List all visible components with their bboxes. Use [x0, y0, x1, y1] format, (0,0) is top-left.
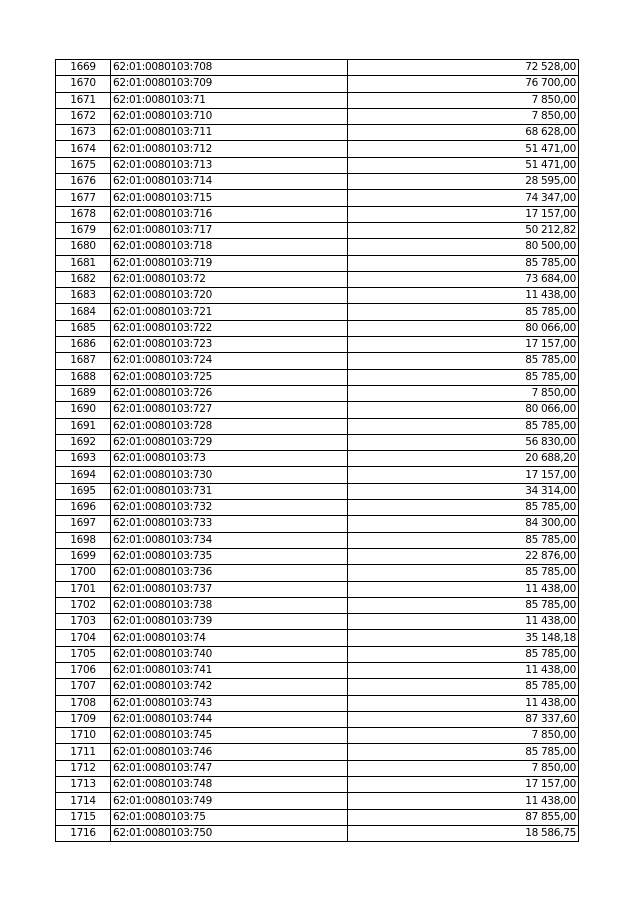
cadastral-number: 62:01:0080103:710: [111, 108, 348, 124]
cadastral-value: 17 157,00: [348, 337, 579, 353]
table-row: [56, 516, 579, 532]
table-row: [56, 728, 579, 744]
cadastral-number: 62:01:0080103:743: [111, 695, 348, 711]
cadastral-value: 11 438,00: [348, 581, 579, 597]
cadastral-number: 62:01:0080103:750: [111, 825, 348, 841]
cadastral-value: 85 785,00: [348, 500, 579, 516]
row-number: 1672: [56, 108, 111, 124]
cadastral-number: 62:01:0080103:724: [111, 353, 348, 369]
row-number: 1691: [56, 418, 111, 434]
cadastral-number: 62:01:0080103:742: [111, 679, 348, 695]
cadastral-number: 62:01:0080103:713: [111, 157, 348, 173]
table-row: [56, 581, 579, 597]
cadastral-number: 62:01:0080103:747: [111, 760, 348, 776]
row-number: 1669: [56, 60, 111, 76]
cadastral-number: 62:01:0080103:720: [111, 288, 348, 304]
cadastral-value: 51 471,00: [348, 141, 579, 157]
cadastral-value: 85 785,00: [348, 646, 579, 662]
cadastral-number: 62:01:0080103:711: [111, 125, 348, 141]
cadastral-number: 62:01:0080103:741: [111, 662, 348, 678]
row-number: 1693: [56, 451, 111, 467]
cadastral-value: 80 066,00: [348, 402, 579, 418]
table-row: [56, 434, 579, 450]
cadastral-number: 62:01:0080103:745: [111, 728, 348, 744]
cadastral-number: 62:01:0080103:728: [111, 418, 348, 434]
row-number: 1683: [56, 288, 111, 304]
row-number: 1677: [56, 190, 111, 206]
cadastral-number: 62:01:0080103:717: [111, 222, 348, 238]
cadastral-value: 11 438,00: [348, 662, 579, 678]
table-row: [56, 353, 579, 369]
table-row: [56, 695, 579, 711]
table-row: [56, 825, 579, 841]
cadastral-value: 85 785,00: [348, 597, 579, 613]
row-number: 1676: [56, 174, 111, 190]
row-number: 1687: [56, 353, 111, 369]
row-number: 1698: [56, 532, 111, 548]
cadastral-value: 11 438,00: [348, 793, 579, 809]
cadastral-value: 11 438,00: [348, 288, 579, 304]
row-number: 1678: [56, 206, 111, 222]
row-number: 1689: [56, 385, 111, 401]
table-row: [56, 108, 579, 124]
table-row: [56, 304, 579, 320]
row-number: 1673: [56, 125, 111, 141]
cadastral-number: 62:01:0080103:718: [111, 239, 348, 255]
cadastral-number: 62:01:0080103:749: [111, 793, 348, 809]
table-row: [56, 288, 579, 304]
row-number: 1680: [56, 239, 111, 255]
cadastral-number: 62:01:0080103:721: [111, 304, 348, 320]
cadastral-number: 62:01:0080103:746: [111, 744, 348, 760]
row-number: 1705: [56, 646, 111, 662]
table-row: [56, 125, 579, 141]
cadastral-value: 85 785,00: [348, 744, 579, 760]
table-row: [56, 467, 579, 483]
table-row: [56, 614, 579, 630]
cadastral-number: 62:01:0080103:738: [111, 597, 348, 613]
row-number: 1704: [56, 630, 111, 646]
cadastral-number: 62:01:0080103:739: [111, 614, 348, 630]
cadastral-value: 7 850,00: [348, 108, 579, 124]
row-number: 1690: [56, 402, 111, 418]
table-row: [56, 206, 579, 222]
table-row: [56, 565, 579, 581]
cadastral-number: 62:01:0080103:74: [111, 630, 348, 646]
cadastral-value: 34 314,00: [348, 483, 579, 499]
row-number: 1709: [56, 711, 111, 727]
table-row: [56, 597, 579, 613]
cadastral-value: 17 157,00: [348, 777, 579, 793]
cadastral-number: 62:01:0080103:730: [111, 467, 348, 483]
cadastral-number: 62:01:0080103:734: [111, 532, 348, 548]
cadastral-number: 62:01:0080103:744: [111, 711, 348, 727]
cadastral-value: 85 785,00: [348, 353, 579, 369]
row-number: 1711: [56, 744, 111, 760]
cadastral-number: 62:01:0080103:733: [111, 516, 348, 532]
table-row: [56, 711, 579, 727]
row-number: 1715: [56, 809, 111, 825]
table-row: [56, 679, 579, 695]
cadastral-value: 35 148,18: [348, 630, 579, 646]
cadastral-value: 7 850,00: [348, 728, 579, 744]
table-row: [56, 369, 579, 385]
cadastral-number: 62:01:0080103:73: [111, 451, 348, 467]
cadastral-number: 62:01:0080103:740: [111, 646, 348, 662]
cadastral-number: 62:01:0080103:715: [111, 190, 348, 206]
cadastral-value: 51 471,00: [348, 157, 579, 173]
row-number: 1697: [56, 516, 111, 532]
table-row: [56, 385, 579, 401]
cadastral-value: 7 850,00: [348, 385, 579, 401]
table-row: [56, 157, 579, 173]
row-number: 1714: [56, 793, 111, 809]
cadastral-value: 85 785,00: [348, 255, 579, 271]
row-number: 1679: [56, 222, 111, 238]
cadastral-number: 62:01:0080103:723: [111, 337, 348, 353]
cadastral-value: 7 850,00: [348, 92, 579, 108]
table-row: [56, 451, 579, 467]
cadastral-number: 62:01:0080103:735: [111, 548, 348, 564]
table-row: [56, 190, 579, 206]
cadastral-number: 62:01:0080103:732: [111, 500, 348, 516]
table-row: [56, 239, 579, 255]
cadastral-value: 17 157,00: [348, 467, 579, 483]
cadastral-value: 85 785,00: [348, 532, 579, 548]
cadastral-value: 72 528,00: [348, 60, 579, 76]
cadastral-value: 56 830,00: [348, 434, 579, 450]
cadastral-number: 62:01:0080103:71: [111, 92, 348, 108]
row-number: 1701: [56, 581, 111, 597]
row-number: 1706: [56, 662, 111, 678]
table-row: [56, 402, 579, 418]
cadastral-value: 85 785,00: [348, 418, 579, 434]
cadastral-value: 17 157,00: [348, 206, 579, 222]
row-number: 1696: [56, 500, 111, 516]
cadastral-number: 62:01:0080103:725: [111, 369, 348, 385]
cadastral-value: 68 628,00: [348, 125, 579, 141]
cadastral-value: 85 785,00: [348, 304, 579, 320]
cadastral-value: 20 688,20: [348, 451, 579, 467]
cadastral-value: 11 438,00: [348, 614, 579, 630]
row-number: 1708: [56, 695, 111, 711]
cadastral-value: 76 700,00: [348, 76, 579, 92]
cadastral-number: 62:01:0080103:709: [111, 76, 348, 92]
row-number: 1707: [56, 679, 111, 695]
cadastral-number: 62:01:0080103:714: [111, 174, 348, 190]
row-number: 1692: [56, 434, 111, 450]
row-number: 1703: [56, 614, 111, 630]
table-row: [56, 60, 579, 76]
row-number: 1686: [56, 337, 111, 353]
row-number: 1670: [56, 76, 111, 92]
cadastral-number: 62:01:0080103:748: [111, 777, 348, 793]
cadastral-number: 62:01:0080103:708: [111, 60, 348, 76]
cadastral-value: 80 066,00: [348, 320, 579, 336]
cadastral-value: 84 300,00: [348, 516, 579, 532]
row-number: 1681: [56, 255, 111, 271]
cadastral-value: 87 337,60: [348, 711, 579, 727]
table-row: [56, 777, 579, 793]
cadastral-number: 62:01:0080103:729: [111, 434, 348, 450]
table-row: [56, 418, 579, 434]
table-row: [56, 337, 579, 353]
table-row: [56, 532, 579, 548]
table-row: [56, 630, 579, 646]
cadastral-value: 18 586,75: [348, 825, 579, 841]
cadastral-value: 80 500,00: [348, 239, 579, 255]
table-row: [56, 483, 579, 499]
row-number: 1682: [56, 271, 111, 287]
row-number: 1700: [56, 565, 111, 581]
cadastral-value: 11 438,00: [348, 695, 579, 711]
row-number: 1710: [56, 728, 111, 744]
table-row: [56, 174, 579, 190]
cadastral-number: 62:01:0080103:75: [111, 809, 348, 825]
cadastral-value: 85 785,00: [348, 565, 579, 581]
cadastral-number: 62:01:0080103:726: [111, 385, 348, 401]
cadastral-value: 74 347,00: [348, 190, 579, 206]
table-row: [56, 222, 579, 238]
row-number: 1674: [56, 141, 111, 157]
table-row: [56, 760, 579, 776]
row-number: 1716: [56, 825, 111, 841]
row-number: 1699: [56, 548, 111, 564]
table-row: [56, 255, 579, 271]
cadastral-value: 22 876,00: [348, 548, 579, 564]
row-number: 1712: [56, 760, 111, 776]
cadastral-value: 28 595,00: [348, 174, 579, 190]
table-row: [56, 548, 579, 564]
table-row: [56, 76, 579, 92]
row-number: 1688: [56, 369, 111, 385]
cadastral-number: 62:01:0080103:722: [111, 320, 348, 336]
cadastral-number: 62:01:0080103:731: [111, 483, 348, 499]
row-number: 1684: [56, 304, 111, 320]
table-row: [56, 646, 579, 662]
cadastral-value: 85 785,00: [348, 679, 579, 695]
row-number: 1685: [56, 320, 111, 336]
table-row: [56, 793, 579, 809]
table-row: [56, 320, 579, 336]
cadastral-value: 50 212,82: [348, 222, 579, 238]
table-row: [56, 662, 579, 678]
row-number: 1713: [56, 777, 111, 793]
cadastral-number: 62:01:0080103:716: [111, 206, 348, 222]
row-number: 1694: [56, 467, 111, 483]
cadastral-number: 62:01:0080103:72: [111, 271, 348, 287]
cadastral-number: 62:01:0080103:736: [111, 565, 348, 581]
cadastral-number: 62:01:0080103:719: [111, 255, 348, 271]
table-row: [56, 500, 579, 516]
table-row: [56, 744, 579, 760]
table-row: [56, 141, 579, 157]
row-number: 1702: [56, 597, 111, 613]
table-row: [56, 809, 579, 825]
cadastral-number: 62:01:0080103:712: [111, 141, 348, 157]
cadastral-number: 62:01:0080103:727: [111, 402, 348, 418]
table-row: [56, 271, 579, 287]
cadastral-value: 85 785,00: [348, 369, 579, 385]
cadastral-value: 73 684,00: [348, 271, 579, 287]
cadastral-value: 87 855,00: [348, 809, 579, 825]
table-row: [56, 92, 579, 108]
table-body: [56, 60, 579, 842]
cadastral-value: 7 850,00: [348, 760, 579, 776]
row-number: 1695: [56, 483, 111, 499]
row-number: 1671: [56, 92, 111, 108]
cadastral-value-table: [55, 59, 579, 842]
row-number: 1675: [56, 157, 111, 173]
cadastral-number: 62:01:0080103:737: [111, 581, 348, 597]
